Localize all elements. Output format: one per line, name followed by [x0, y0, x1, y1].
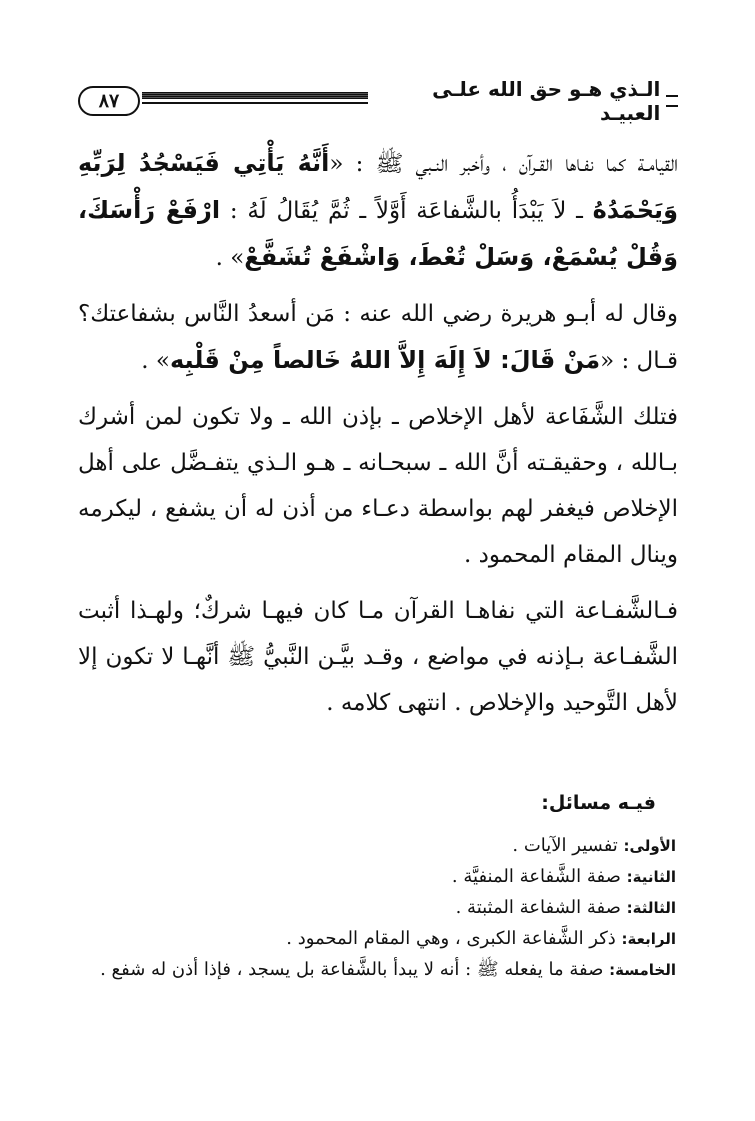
paragraph-3 [78, 394, 678, 578]
text-run: فـالشَّفـاعة التي نفاهـا القرآن مـا كان فيهـا شركٌ؛ ولهـذا أثبت الشَّفـاعة بـإذنه في مواضع ، وقـد بيَّـن النَّبيُّ ﷺ أنَّهـا لا تكون إلا لأهل التَّوحيد والإخلاص . انتهى كلامه . [78, 598, 679, 716]
issues-section [78, 792, 678, 985]
issue-text: ذكر الشَّفاعة الكبرى ، وهي المقام المحمود . [286, 928, 622, 949]
hadith-quote: أَنَّهُ يَأْتِي فَيَسْجُدُ لِرَبِّهِ وَيَحْمَدُهُ [78, 149, 678, 224]
text-run: فتلك الشَّفَاعة لأهل الإخلاص ـ بإذن الله ـ ولا تكون لمن أشرك بـالله ، وحقيقـته أنَّ الله ـ سبحـانه ـ هـو الـذي يتفـضَّل على أهل الإخلاص فيغفر لهم بواسطة دعـاء من أذن له أن يشفع ، ليكرمه وينال المقام المحمود . [78, 404, 678, 568]
issue-text: صفة الشفاعة المثبتة . [455, 897, 627, 918]
issue-label: الرابعة: [621, 930, 676, 948]
text-run: ـ لاَ يَبْدَأُ بالشَّفاعَة أَوَّلاً ـ ثُمَّ يُقَالُ لَهُ : [220, 198, 593, 224]
text-run: » . [215, 245, 245, 271]
issue-label: الثانية: [626, 868, 676, 886]
issue-label: الخامسة: [609, 961, 676, 979]
hadith-quote: ارْفَعْ رَأْسَكَ، وَقُلْ يُسْمَعْ، وَسَلْ تُعْطَ، وَاشْفَعْ تُشَفَّعْ [78, 196, 678, 271]
issue-item [78, 830, 678, 861]
issue-text: صفة ما يفعله ﷺ : أنه لا يبدأ بالشَّفاعة بل يسجد ، فإذا أذن له شفع . [100, 959, 610, 980]
text-run: القيامـة كما نفـاها القـرآن ، وأخبر النـبي ﷺ : « [329, 151, 679, 177]
issue-label: الأولى: [623, 837, 676, 855]
issue-label: الثالثة: [626, 899, 676, 917]
running-title: الـذي هـو حق الله علـى العبيـد [432, 77, 661, 125]
issues-heading: فيـه مسائل: [541, 792, 656, 814]
header-rule-thin [142, 102, 368, 104]
header-rule [142, 92, 368, 104]
running-title-box [373, 77, 678, 125]
page-number: ٨٧ [78, 86, 140, 116]
issue-item [78, 923, 678, 954]
text-run: » . [141, 348, 170, 374]
paragraph-2 [78, 291, 678, 384]
issue-text: تفسير الآيات . [512, 835, 624, 856]
title-ornament-icon [666, 95, 678, 107]
paragraph-1 [78, 140, 678, 281]
issue-item [78, 954, 678, 985]
main-text [78, 140, 678, 736]
issue-item [78, 861, 678, 892]
issue-item [78, 892, 678, 923]
hadith-quote: مَنْ قَالَ: لاَ إِلَهَ إِلاَّ اللهُ خَالصاً مِنْ قَلْبِه [169, 346, 601, 374]
paragraph-4 [78, 588, 678, 726]
issue-text: صفة الشَّفاعة المنفيَّة . [451, 866, 627, 887]
page-header [78, 77, 678, 125]
header-rule-thick [142, 92, 368, 99]
text-run: وقال له أبـو هريرة رضي الله عنه : مَن أسعدُ النَّاس بشفاعتك؟ قـال : « [78, 301, 678, 374]
